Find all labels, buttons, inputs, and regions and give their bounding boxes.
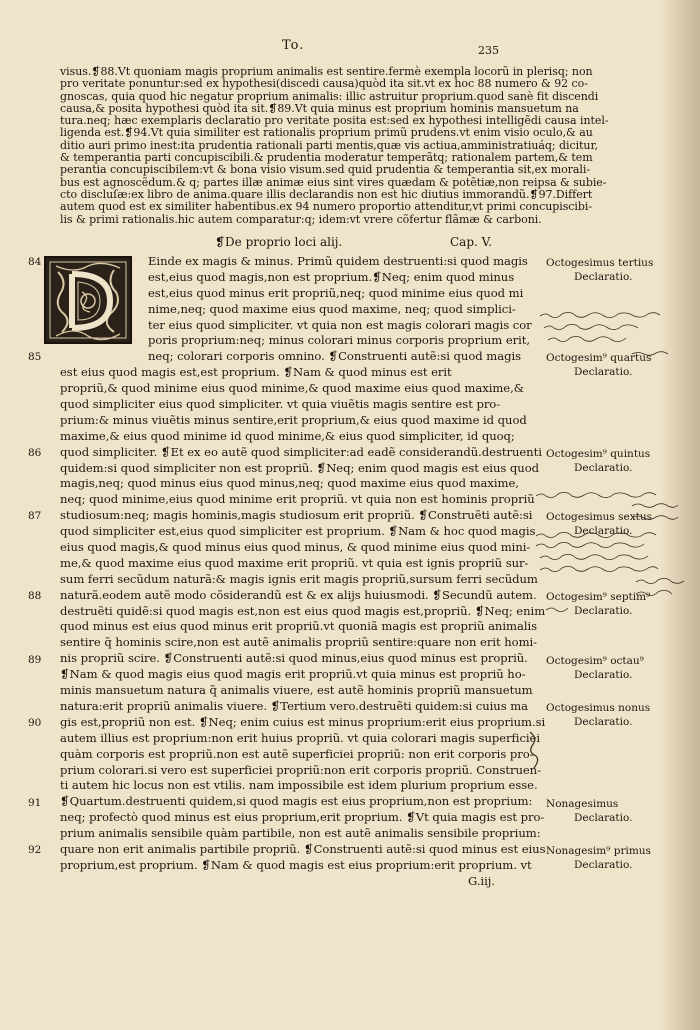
side-note-title: Octogesim⁹ octau⁹ — [546, 654, 644, 667]
main-text-block — [60, 254, 546, 890]
commentary-line: visus.❡88.Vt quoniam magis proprium animalis est sentire.fermè exempla locorũ in plerisq; non — [60, 65, 593, 78]
text-line: quàm corporis est propriũ.non est autẽ superficiei propriũ: non erit corporis pro- — [60, 746, 534, 761]
text-line: sentire q̃ hominis scire,non est autẽ animalis propriũ sentire:quare non erit homi- — [60, 635, 538, 650]
side-note — [546, 701, 650, 729]
side-note-declaratio: Declaratio. — [574, 271, 633, 283]
signature-mark: G.iij. — [468, 873, 495, 888]
text-line: autem illius est proprium:non erit huius propriũ. vt quia colorari magis superficiei — [60, 730, 541, 745]
text-line: est,eius quod minus erit propriũ,neq; quod minime eius quod mi — [148, 285, 524, 300]
text-line: prium animalis sensibile quàm partibile, non est autẽ animalis sensibile proprium: — [60, 826, 541, 841]
commentary-block — [60, 65, 609, 226]
margin-bracket-mark-icon — [520, 730, 550, 770]
text-line: est eius quod magis est,est proprium. ❡Nam & quod minus est erit — [60, 365, 452, 380]
text-line: sum ferri secũdum naturã:& magis ignis erit magis propriũ,sursum ferri secũdum — [60, 571, 538, 586]
side-note — [546, 844, 651, 872]
commentary-line: tura.neq; hæc exemplaris declaratio pro veritate posita est:sed ex hypothesi intelligẽdi causa intel- — [60, 114, 609, 128]
commentary-line: lis & primi rationalis.hic autem comparatur:q; idem:vt vrere cõfertur flãmæ & carboni. — [60, 212, 542, 226]
side-note — [546, 797, 632, 825]
line-number: 84 — [28, 256, 42, 268]
text-line: prium:& minus viuẽtis minus sentire,erit proprium,& eius quod maxime id quod — [60, 412, 527, 427]
line-number: 85 — [28, 351, 42, 364]
line-number: 86 — [28, 446, 42, 459]
chapter-label: Cap. V. — [450, 235, 493, 249]
text-line: ❡Quartum.destruenti quidem,si quod magis est eius proprium,non est proprium: — [60, 794, 533, 809]
text-line: nis propriũ scire. ❡Construenti autẽ:si quod minus,eius quod minus est propriũ. — [60, 651, 528, 666]
side-note-declaratio: Declaratio. — [574, 668, 633, 681]
line-number: 92 — [28, 844, 42, 857]
text-line: ter eius quod simpliciter. vt quia non est magis colorari magis cor — [148, 317, 532, 332]
text-line: natura:erit propriũ animalis viuere. ❡Tertium vero.destruẽti quidem:si cuius ma — [60, 698, 529, 713]
side-note — [546, 256, 653, 284]
folio-number: 235 — [478, 44, 499, 57]
line-number: 89 — [28, 653, 42, 666]
running-head: To. — [282, 38, 305, 53]
side-note-title: Octogesimus nonus — [546, 702, 651, 715]
text-line: studiosum:neq; magis hominis,magis studiosum erit propriũ. ❡Construẽti autẽ:si — [60, 508, 533, 523]
text-line: Einde ex magis & minus. Primũ quidem destruenti:si quod magis — [148, 254, 528, 268]
side-note-declaratio: Declaratio. — [574, 604, 633, 617]
commentary-line: autem quod est ex similiter habentibus.ex 94 numero proportio attenditur,vt primi concupiscibi- — [60, 200, 593, 214]
side-note-declaratio: Declaratio. — [574, 525, 633, 538]
text-line: neq; profectò quod minus est eius proprium,erit proprium. ❡Vt quia magis est pro- — [60, 810, 545, 825]
line-number: 91 — [28, 796, 42, 809]
text-line: poris proprium:neq; minus colorari minus corporis proprium erit, — [148, 333, 531, 348]
text-line: destruẽti quidẽ:si quod magis est,non est eius quod magis est,propriũ. ❡Neq; enim — [60, 603, 546, 618]
commentary-line: perantia concupiscibilem:vt & bona visio visum.sed quid prudentia & temperantia sit,ex morali- — [60, 163, 590, 177]
side-note-declaratio: Declaratio. — [574, 859, 633, 872]
text-line: neq; quod minime,eius quod minime erit propriũ. vt quia non est hominis propriũ — [60, 492, 535, 507]
commentary-line: causa,& posita hypothesi quòd ita sit.❡89.Vt quia minus est proprium hominis mansuetum na — [60, 101, 579, 115]
side-note-declaratio: Declaratio. — [574, 716, 633, 729]
side-note-title: Octogesimus tertius — [546, 257, 654, 269]
text-line: quod minus est eius quod minus erit propriũ.vt quoniã magis est propriũ animalis — [60, 619, 538, 634]
section-heading — [60, 235, 536, 251]
commentary-line: cto discluſæ:ex libro de anima.quare illis declarandis non est hic diutius immorandũ.❡97.Differt — [60, 187, 593, 201]
side-note-declaratio: Declaratio. — [574, 811, 633, 824]
text-line: neq; colorari corporis omnino. ❡Construenti autẽ:si quod magis — [148, 349, 521, 364]
side-note-title: Nonagesim⁹ primus — [546, 845, 651, 858]
commentary-line: & temperantia parti concupiscibili.& prudentia moderatur temperãtq; rationalem partem,& tem — [60, 151, 593, 165]
text-line: quidem:si quod simpliciter non est propriũ. ❡Neq; enim quod magis est eius quod — [60, 460, 540, 475]
line-number: 87 — [28, 510, 42, 523]
commentary-line: bus est agnoscẽdum.& q; partes illæ animæ eius sint vires quædam & potẽtiæ,non reipsa & subie- — [60, 175, 607, 189]
text-line: ❡Nam & quod magis eius quod magis erit propriũ.vt quia minus est propriũ ho- — [60, 667, 526, 682]
commentary-line: pro veritate ponuntur:sed ex hypothesi(discedi causa)quòd ita sit.vt ex hoc 88 numero & 92 co- — [60, 77, 588, 91]
text-line: naturã.eodem autẽ modo cõsiderandũ est & ex alijs huiusmodi. ❡Secundũ autem. — [60, 587, 537, 602]
text-line: quare non erit animalis partibile propriũ. ❡Construenti autẽ:si quod minus est eius — [60, 841, 546, 856]
section-title: ❡De proprio loci alij. — [215, 235, 343, 249]
side-note-title: Octogesimus sextus — [546, 511, 653, 524]
text-line: magis,neq; quod minus eius quod minus,neq; quod maxime eius quod maxime, — [60, 476, 519, 491]
side-note-title: Nonagesimus — [546, 797, 619, 810]
commentary-line: gnoscas, quia quod hic negatur proprium animalis: illic astruitur proprium.quod sanè fit discendi — [60, 89, 599, 103]
side-note-declaratio: Declaratio. — [574, 461, 633, 474]
text-line: est,eius quod magis,non est proprium.❡Neq; enim quod minus — [148, 269, 515, 284]
commentary-line: ditio auri primo inest:ita prudentia rationali parti mentis,quæ vis actiua,amministratiuáq; dicitur, — [60, 138, 598, 152]
text-line: propriũ,& quod minime eius quod minime,& quod maxime eius quod maxime,& — [60, 381, 525, 396]
text-line: quod simpliciter. ❡Et ex eo autẽ quod simpliciter:ad eadẽ considerandũ.destruenti — [60, 444, 542, 459]
text-line: gis est,propriũ non est. ❡Neq; enim cuius est minus proprium:erit eius proprium.si — [60, 714, 546, 729]
side-note-title: Octogesim⁹ quartus — [546, 352, 652, 365]
text-line: prium colorari.si vero est superficiei propriũ:non erit corporis propriũ. Construen- — [60, 762, 541, 777]
line-number: 90 — [28, 717, 42, 730]
text-line: proprium,est proprium. ❡Nam & quod magis est eius proprium:erit proprium. vt — [60, 857, 532, 872]
manuscript-annotations-icon — [536, 310, 700, 610]
side-note-declaratio: Declaratio. — [574, 366, 633, 379]
text-line: minis mansuetum natura q̃ animalis viuere, est autẽ hominis propriũ mansuetum — [60, 683, 533, 698]
commentary-line: ligenda est.❡94.Vt quia similiter est rationalis proprium primũ prudens.vt enim visio oculo,& au — [60, 126, 593, 140]
text-line: me,& quod maxime eius quod maxime erit propriũ. vt quia est ignis propriũ sur- — [60, 555, 529, 570]
text-line: quod simpliciter eius quod simpliciter. vt quia viuẽtis magis sentire est pro- — [60, 397, 501, 412]
side-note — [546, 654, 644, 682]
side-note-title: Octogesim⁹ quintus — [546, 447, 651, 460]
text-line: nime,neq; quod maxime eius quod maxime, neq; quod simplici- — [148, 301, 516, 316]
text-line: quod simpliciter est,eius quod simpliciter est proprium. ❡Nam & hoc quod magis — [60, 524, 536, 539]
line-number: 88 — [28, 589, 42, 602]
text-line: eius quod magis,& quod minus eius quod minus, & quod minime eius quod mini- — [60, 540, 531, 555]
text-line: ti autem hic locus non est vtilis. nam impossibile est idem plurium proprium esse. — [60, 778, 538, 793]
side-note-title: Octogesim⁹ septim⁹ — [546, 590, 651, 603]
text-line: maxime,& eius quod minime id quod minime,& eius quod simpliciter, id quoq; — [60, 428, 515, 443]
